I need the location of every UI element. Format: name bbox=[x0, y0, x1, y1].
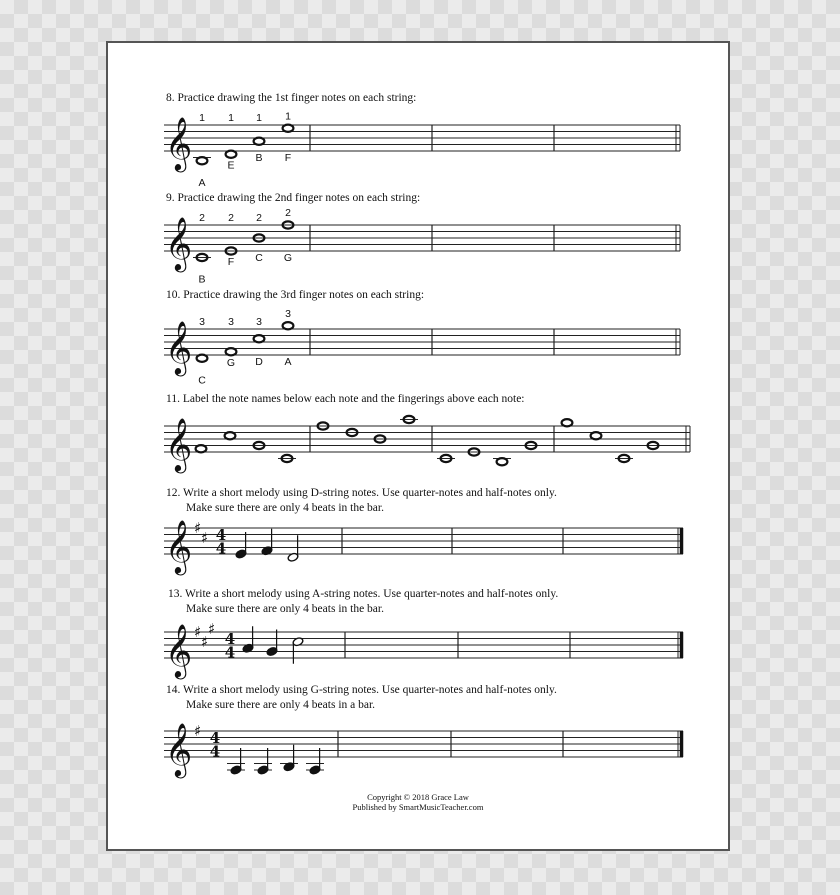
worksheet-page bbox=[106, 41, 730, 851]
note-name-label: B bbox=[255, 152, 263, 164]
sharp-icon: ♯ bbox=[201, 632, 209, 651]
whole-note bbox=[197, 355, 208, 362]
staff-10 bbox=[164, 308, 680, 387]
fingering-number: 1 bbox=[256, 112, 262, 124]
whole-note bbox=[254, 335, 265, 342]
sharp-icon: ♯ bbox=[194, 519, 202, 537]
time-signature-bottom: 4 bbox=[224, 643, 236, 662]
whole-note bbox=[283, 125, 294, 132]
whole-note bbox=[591, 432, 602, 439]
staff-9 bbox=[164, 207, 680, 286]
publisher-text: Published by SmartMusicTeacher.com bbox=[352, 802, 484, 812]
note-name-label: A bbox=[284, 356, 292, 368]
time-signature-bottom: 4 bbox=[209, 742, 221, 761]
fingering-number: 1 bbox=[285, 110, 291, 123]
note-name-label: G bbox=[226, 356, 236, 369]
note-name-label: C bbox=[255, 252, 263, 264]
whole-note bbox=[562, 419, 573, 426]
note-name-label: D bbox=[255, 356, 263, 368]
time-signature-bottom: 4 bbox=[215, 539, 227, 558]
note-name-label: E bbox=[227, 159, 235, 172]
exercise-13-instruction: 13. Write a short melody using A-string notes. Use quarter-notes and half-notes only. Make sure there are only 4 beats in the bar. bbox=[168, 588, 559, 615]
treble-clef-icon: 𝄞 bbox=[165, 623, 193, 677]
fingering-number: 1 bbox=[228, 112, 234, 124]
sharp-icon: ♯ bbox=[194, 722, 202, 740]
fingering-number: 3 bbox=[256, 316, 262, 328]
fingering-number: 2 bbox=[199, 212, 205, 224]
treble-clef-icon: 𝄞 bbox=[165, 116, 193, 170]
whole-note bbox=[196, 445, 207, 452]
note-name-label: F bbox=[284, 152, 292, 164]
time-signature-top: 4 bbox=[209, 729, 221, 747]
whole-note bbox=[283, 322, 294, 329]
sharp-icon: ♯ bbox=[201, 528, 209, 547]
staff-8 bbox=[164, 110, 680, 189]
sharp-icon: ♯ bbox=[208, 619, 216, 638]
treble-clef-icon: 𝄞 bbox=[165, 320, 193, 374]
whole-note bbox=[254, 138, 265, 145]
fingering-number: 3 bbox=[199, 316, 205, 328]
staff-14 bbox=[164, 722, 683, 778]
whole-note bbox=[497, 458, 508, 465]
note-name-label: B bbox=[198, 273, 206, 286]
exercise-9-instruction: 9. Practice drawing the 2nd finger notes on each string: bbox=[166, 192, 421, 204]
fingering-number: 3 bbox=[228, 316, 234, 328]
sharp-icon: ♯ bbox=[194, 623, 202, 641]
note-name-label: F bbox=[227, 256, 235, 268]
treble-clef-icon: 𝄞 bbox=[165, 417, 193, 471]
time-signature-top: 4 bbox=[215, 526, 227, 544]
whole-note bbox=[226, 348, 237, 355]
music-staves bbox=[108, 43, 732, 853]
fingering-number: 1 bbox=[199, 112, 205, 124]
treble-clef-icon: 𝄞 bbox=[165, 216, 193, 270]
treble-clef-icon: 𝄞 bbox=[165, 722, 193, 776]
fingering-number: 3 bbox=[285, 307, 291, 320]
exercise-10-instruction: 10. Practice drawing the 3rd finger notes on each string: bbox=[166, 289, 425, 301]
exercise-8-instruction: 8. Practice drawing the 1st finger notes on each string: bbox=[166, 92, 417, 104]
fingering-number: 2 bbox=[256, 212, 262, 224]
whole-note bbox=[226, 151, 237, 158]
fingering-number: 2 bbox=[228, 212, 234, 224]
staff-11 bbox=[164, 416, 690, 473]
note-name-label: C bbox=[198, 374, 206, 387]
whole-note bbox=[197, 157, 208, 164]
staff-13 bbox=[164, 620, 683, 679]
exercise-12-instruction: 12. Write a short melody using D-string notes. Use quarter-notes and half-notes only. Make sure there are only 4 beats in the bar. bbox=[166, 487, 557, 514]
note-name-label: A bbox=[198, 176, 206, 189]
time-signature-top: 4 bbox=[224, 630, 236, 648]
exercise-14-instruction: 14. Write a short melody using G-string notes. Use quarter-notes and half-notes only. Make sure there are only 4 beats in a bar. bbox=[166, 684, 557, 711]
exercise-11-instruction: 11. Label the note names below each note and the fingerings above each note: bbox=[166, 393, 525, 405]
copyright-text: Copyright © 2018 Grace Law bbox=[367, 792, 469, 802]
fingering-number: 2 bbox=[285, 207, 291, 219]
note-name-label: G bbox=[283, 252, 293, 264]
whole-note bbox=[225, 432, 236, 439]
treble-clef-icon: 𝄞 bbox=[165, 519, 193, 573]
staff-12 bbox=[164, 519, 683, 575]
